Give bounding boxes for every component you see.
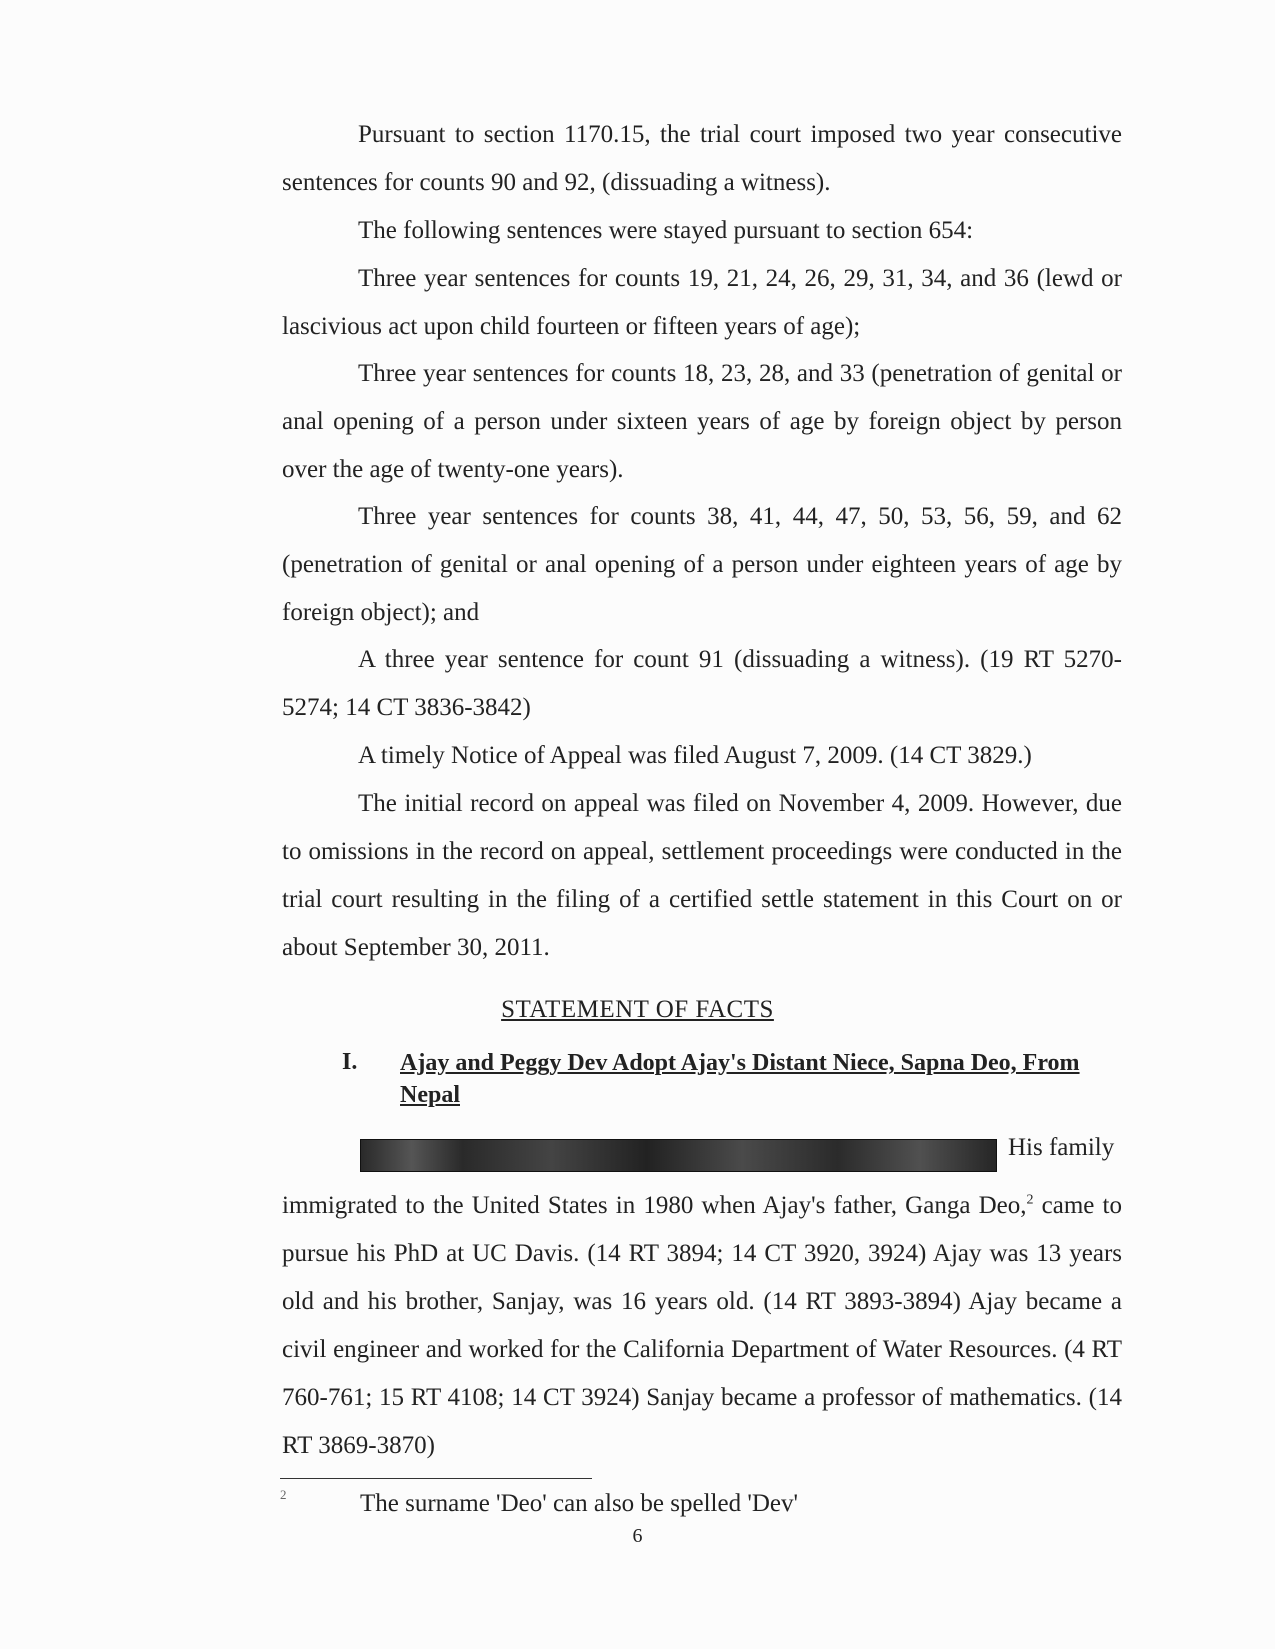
paragraph-penetration-sixteen: Three year sentences for counts 18, 23, 28, and 33 (penetration of genital or anal opening of a person under sixteen years of age by foreign object by person over the age of twenty-one years).: [282, 360, 1122, 483]
paragraph-notice-of-appeal: A timely Notice of Appeal was filed August 7, 2009. (14 CT 3829.): [358, 742, 1032, 769]
paragraph-dissuading-count: A three year sentence for count 91 (dissuading a witness). (19 RT 5270-5274; 14 CT 3836-3842): [282, 646, 1122, 721]
footnote-divider: [280, 1478, 592, 1479]
page-number: 6: [632, 1525, 643, 1547]
paragraph-record-on-appeal: The initial record on appeal was filed on November 4, 2009. However, due to omissions in the record on appeal, settlement proceedings were conducted in the trial court resulting in the filing of a certified settle statement in this Court on or about September 30, 2011.: [282, 790, 1122, 961]
footnote-reference: 2: [1026, 1192, 1034, 1208]
redaction-bar: [360, 1139, 997, 1172]
paragraph-lewd-counts: Three year sentences for counts 19, 21, 24, 26, 29, 31, 34, and 36 (lewd or lascivious act upon child fourteen or fifteen years of age);: [282, 265, 1122, 340]
subsection-title: Ajay and Peggy Dev Adopt Ajay's Distant Niece, Sapna Deo, From Nepal: [400, 1050, 1080, 1108]
paragraph-family-history: [282, 1182, 1122, 1470]
family-history-part-a: immigrated to the United States in 1980 when Ajay's father, Ganga Deo,: [282, 1192, 1027, 1219]
paragraph-sentence-consecutive: Pursuant to section 1170.15, the trial court imposed two year consecutive sentences for counts 90 and 92, (dissuading a witness).: [282, 121, 1122, 196]
paragraph-stayed-intro: The following sentences were stayed pursuant to section 654:: [358, 217, 974, 244]
family-history-part-b: came to pursue his PhD at UC Davis. (14 RT 3894; 14 CT 3920, 3924) Ajay was 13 years old and his brother, Sanjay, was 16 years old. (14 RT 3893-3894) Ajay became a civil engineer and worked for the California Department of Water Resources. (4 RT 760-761; 15 RT 4108; 14 CT 3924) Sanjay became a professor of mathematics. (14 RT 3869-3870): [282, 1192, 1122, 1459]
paragraph-penetration-eighteen: Three year sentences for counts 38, 41, 44, 47, 50, 53, 56, 59, and 62 (penetration of genital or anal opening of a person under eighteen years of age by foreign object); and: [282, 503, 1122, 626]
footnote-text: The surname 'Deo' can also be spelled 'Dev': [360, 1490, 799, 1517]
section-heading: STATEMENT OF FACTS: [501, 996, 774, 1023]
subsection-number: I.: [342, 1049, 358, 1075]
footnote-marker: 2: [280, 1487, 287, 1502]
redacted-line-tail: His family: [1008, 1134, 1115, 1161]
